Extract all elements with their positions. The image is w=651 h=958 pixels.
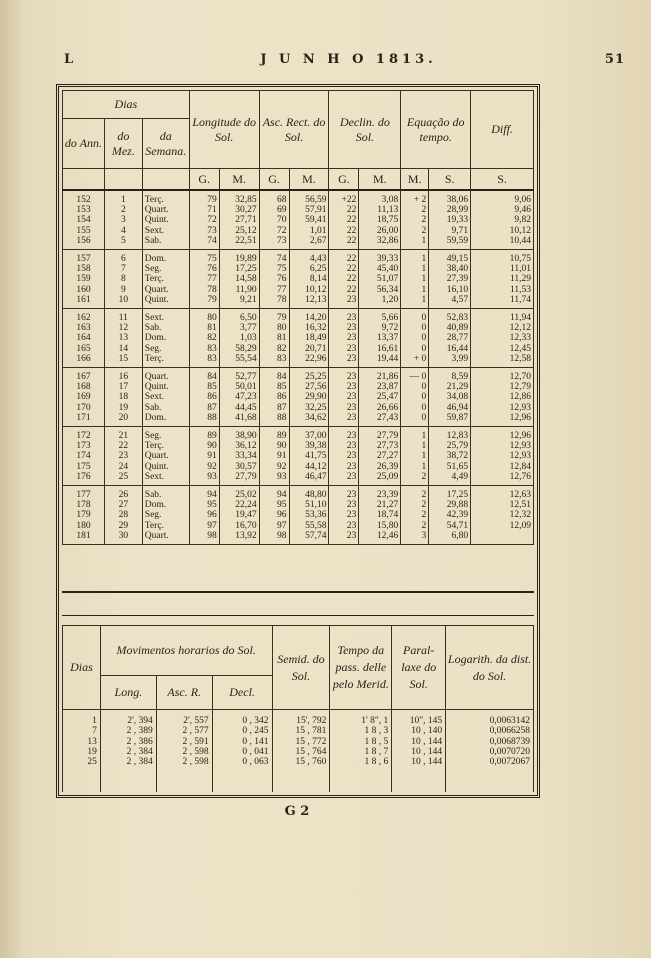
dias-cell: 1 7 13 19 25 — [63, 710, 101, 792]
day-of-year-cell: 152 153 154 155 156 — [63, 190, 105, 250]
longitude-heading: Longitude do Sol. — [189, 91, 259, 169]
longitude-min-cell: 6,50 3,77 1,03 58,29 55,54 — [219, 309, 259, 368]
diff-cell: 12,63 12,51 12,32 12,09 — [471, 486, 534, 545]
declin-min-cell: 39,33 45,40 51,07 56,34 1,20 — [359, 250, 401, 309]
da-semana-heading: da Semana. — [142, 119, 189, 169]
weekday-cell: Terç. Quart. Quint. Sext. Sab. — [142, 190, 189, 250]
unit-m: M. — [219, 169, 259, 191]
asc-rect-heading: Asc. Rect. do Sol. — [259, 91, 329, 169]
paralaxe-heading: Paral- laxe do Sol. — [392, 626, 446, 710]
unit-m: M. — [289, 169, 329, 191]
unit-g: G. — [259, 169, 289, 191]
longitude-deg-cell: 75 76 77 78 79 — [189, 250, 219, 309]
declin-min-cell: 27,79 27,73 27,27 26,39 25,09 — [359, 427, 401, 486]
declin-deg-cell: 23 23 23 23 23 — [329, 368, 359, 427]
paralaxe-cell: 10", 145 10 , 140 10 , 144 10 , 144 10 , 144 — [392, 710, 446, 792]
longitude-deg-cell: 80 81 82 83 83 — [189, 309, 219, 368]
long-cell: 2', 394 2 , 389 2 , 386 2 , 384 2 , 384 — [100, 710, 156, 792]
table-row — [63, 710, 534, 792]
asc-r-heading: Asc. R. — [156, 676, 212, 710]
declin-deg-cell: +22 22 22 22 22 — [329, 190, 359, 250]
declin-deg-cell: 23 23 23 23 23 — [329, 427, 359, 486]
hourly-motion-table — [62, 625, 534, 792]
asc-deg-cell: 79 80 81 82 83 — [259, 309, 289, 368]
weekday-cell: Dom. Seg. Terç. Quart. Quint. — [142, 250, 189, 309]
dias-heading: Dias — [63, 91, 190, 119]
day-of-year-cell: 162 163 164 165 166 — [63, 309, 105, 368]
asc-r-cell: 2', 557 2 , 577 2 , 591 2 , 598 2 , 598 — [156, 710, 212, 792]
table-row-group — [63, 250, 534, 309]
asc-deg-cell: 89 90 91 92 93 — [259, 427, 289, 486]
weekday-cell: Sext. Sab. Dom. Seg. Terç. — [142, 309, 189, 368]
diff-cell: 12,96 12,93 12,93 12,84 12,76 — [471, 427, 534, 486]
day-of-month-cell: 11 12 13 14 15 — [104, 309, 142, 368]
longitude-min-cell: 52,77 50,01 47,23 44,45 41,68 — [219, 368, 259, 427]
unit-m: M. — [401, 169, 429, 191]
day-of-year-cell: 177 178 179 180 181 — [63, 486, 105, 545]
diff-cell: 9,06 9,46 9,82 10,12 10,44 — [471, 190, 534, 250]
equation-sec-cell: 52,83 40,89 28,77 16,44 3,99 — [429, 309, 471, 368]
asc-min-cell: 37,00 39,38 41,75 44,12 46,47 — [289, 427, 329, 486]
asc-deg-cell: 94 95 96 97 98 — [259, 486, 289, 545]
section-divider — [62, 591, 534, 616]
declin-min-cell: 21,86 23,87 25,47 26,66 27,43 — [359, 368, 401, 427]
asc-min-cell: 14,20 16,32 18,49 20,71 22,96 — [289, 309, 329, 368]
table-row-group — [63, 368, 534, 427]
longitude-deg-cell: 84 85 86 87 88 — [189, 368, 219, 427]
asc-min-cell: 4,43 6,25 8,14 10,12 12,13 — [289, 250, 329, 309]
movimentos-heading: Movimentos horarios do Sol. — [100, 626, 272, 676]
units-row — [63, 169, 534, 191]
do-ann-heading: do Ann. — [63, 119, 105, 169]
unit-g: G. — [189, 169, 219, 191]
day-of-month-cell: 1 2 3 4 5 — [104, 190, 142, 250]
equation-sec-cell: 12,83 25,79 38,72 51,65 4,49 — [429, 427, 471, 486]
table-row-group — [63, 427, 534, 486]
declin-min-cell: 3,08 11,13 18,75 26,00 32,86 — [359, 190, 401, 250]
table-row-group — [63, 486, 534, 545]
page-number: 51 — [604, 52, 625, 67]
longitude-deg-cell: 79 71 72 73 74 — [189, 190, 219, 250]
asc-deg-cell: 68 69 70 72 73 — [259, 190, 289, 250]
ephemeris-frame — [56, 84, 540, 798]
equation-min-cell: 1 1 1 1 1 — [401, 250, 429, 309]
weekday-cell: Seg. Terç. Quart. Quint. Sext. — [142, 427, 189, 486]
day-of-month-cell: 26 27 28 29 30 — [104, 486, 142, 545]
asc-min-cell: 56,59 57,91 59,41 1,01 2,67 — [289, 190, 329, 250]
equation-min-cell: 1 1 1 1 2 — [401, 427, 429, 486]
equation-min-cell: + 2 2 2 2 1 — [401, 190, 429, 250]
running-header — [64, 52, 633, 72]
longitude-min-cell: 32,85 30,27 27,71 25,12 22,51 — [219, 190, 259, 250]
diff-cell: 10,75 11,01 11,29 11,53 11,74 — [471, 250, 534, 309]
equation-sec-cell: 49,15 38,40 27,39 16,10 4,57 — [429, 250, 471, 309]
weekday-cell: Quart. Quint. Sext. Sab. Dom. — [142, 368, 189, 427]
longitude-deg-cell: 89 90 91 92 93 — [189, 427, 219, 486]
equation-min-cell: 0 0 0 0 + 0 — [401, 309, 429, 368]
asc-min-cell: 48,80 51,10 53,36 55,58 57,74 — [289, 486, 329, 545]
decl-heading: Decl. — [212, 676, 272, 710]
weekday-cell: Sab. Dom. Seg. Terç. Quart. — [142, 486, 189, 545]
long-heading: Long. — [100, 676, 156, 710]
equacao-heading: Equação do tempo. — [401, 91, 471, 169]
tempo-heading: Tempo da pass. delle pelo Merid. — [330, 626, 392, 710]
day-of-year-cell: 172 173 174 175 176 — [63, 427, 105, 486]
table-body — [63, 190, 534, 545]
unit-g: G. — [329, 169, 359, 191]
decl-cell: 0 , 342 0 , 245 0 , 141 0 , 041 0 , 063 — [212, 710, 272, 792]
day-of-month-cell: 21 22 23 24 25 — [104, 427, 142, 486]
tempo-cell: 1' 8", 1 1 8 , 3 1 8 , 5 1 8 , 7 1 8 , 6 — [330, 710, 392, 792]
diff-cell: 12,70 12,79 12,86 12,93 12,96 — [471, 368, 534, 427]
solar-ephemeris-table — [62, 90, 534, 545]
header-left: L — [64, 52, 75, 67]
day-of-year-cell: 157 158 159 160 161 — [63, 250, 105, 309]
day-of-month-cell: 6 7 8 9 10 — [104, 250, 142, 309]
semid-cell: 15', 792 15 , 781 15 , 772 15 , 764 15 , 760 — [272, 710, 330, 792]
asc-min-cell: 25,25 27,56 29,90 32,25 34,62 — [289, 368, 329, 427]
day-of-year-cell: 167 168 169 170 171 — [63, 368, 105, 427]
declin-min-cell: 23,39 21,27 18,74 15,80 12,46 — [359, 486, 401, 545]
diff-cell: 11,94 12,12 12,33 12,45 12,58 — [471, 309, 534, 368]
equation-min-cell: 2 2 2 2 3 — [401, 486, 429, 545]
declin-deg-cell: 23 23 23 23 23 — [329, 309, 359, 368]
equation-sec-cell: 8,59 21,29 34,08 46,94 59,87 — [429, 368, 471, 427]
diff-heading: Diff. — [471, 91, 534, 169]
equation-min-cell: — 0 0 0 0 0 — [401, 368, 429, 427]
asc-deg-cell: 84 85 86 87 88 — [259, 368, 289, 427]
longitude-min-cell: 25,02 22,24 19,47 16,70 13,92 — [219, 486, 259, 545]
logarith-heading: Logarith. da dist. do Sol. — [446, 626, 534, 710]
longitude-min-cell: 38,90 36,12 33,34 30,57 27,79 — [219, 427, 259, 486]
signature-mark: G 2 — [284, 804, 310, 819]
longitude-deg-cell: 94 95 96 97 98 — [189, 486, 219, 545]
equation-sec-cell: 38,06 28,99 19,33 9,71 59,59 — [429, 190, 471, 250]
longitude-min-cell: 19,89 17,25 14,58 11,90 9,21 — [219, 250, 259, 309]
table-row-group — [63, 309, 534, 368]
header-title: J U N H O 1813. — [260, 52, 437, 67]
unit-s: S. — [471, 169, 534, 191]
unit-s: S. — [429, 169, 471, 191]
declin-min-cell: 5,66 9,72 13,37 16,61 19,44 — [359, 309, 401, 368]
declin-deg-cell: 23 23 23 23 23 — [329, 486, 359, 545]
semid-heading: Semid. do Sol. — [272, 626, 330, 710]
dias-heading: Dias — [63, 626, 101, 710]
day-of-month-cell: 16 17 18 19 20 — [104, 368, 142, 427]
do-mez-heading: do Mez. — [104, 119, 142, 169]
equation-sec-cell: 17,25 29,88 42,39 54,71 6,80 — [429, 486, 471, 545]
declin-heading: Declin. do Sol. — [329, 91, 401, 169]
asc-deg-cell: 74 75 76 77 78 — [259, 250, 289, 309]
table-row-group — [63, 190, 534, 250]
declin-deg-cell: 22 22 22 22 23 — [329, 250, 359, 309]
logarith-cell: 0,0063142 0,0066258 0,0068739 0,0070720 0,0072067 — [446, 710, 534, 792]
unit-m: M. — [359, 169, 401, 191]
